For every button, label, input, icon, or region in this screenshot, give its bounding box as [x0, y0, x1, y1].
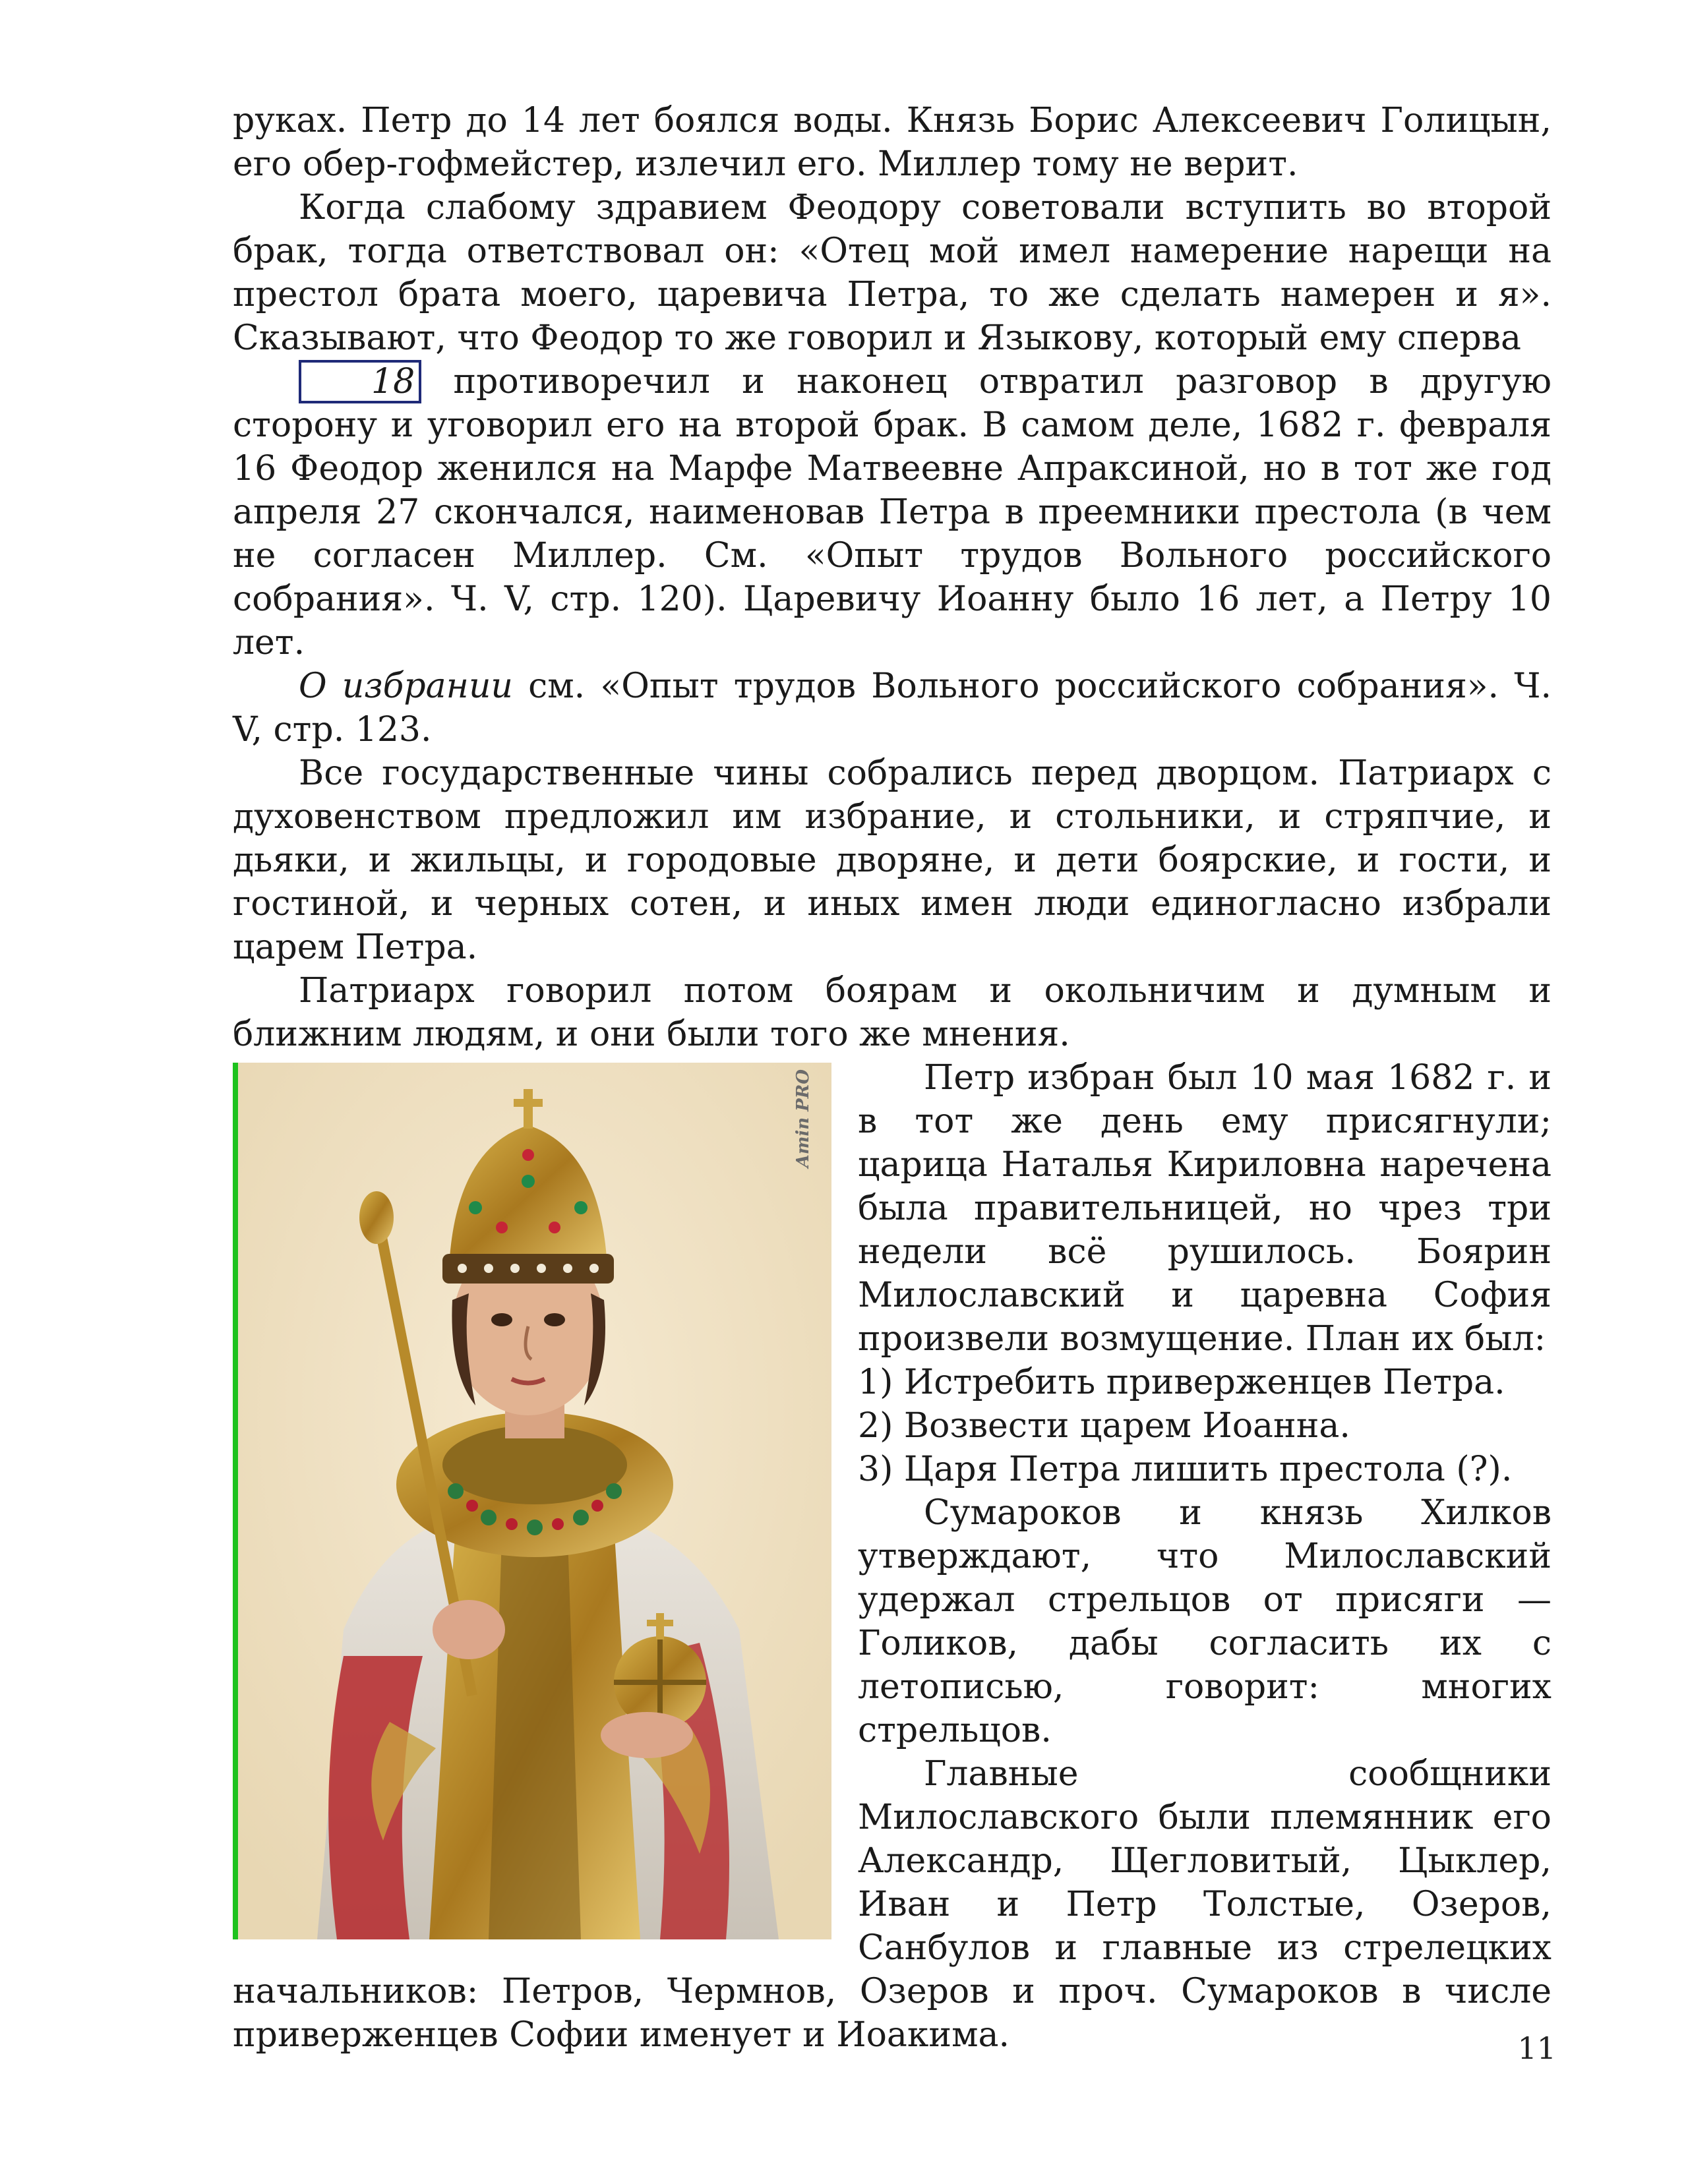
paragraph-1: руках. Петр до 14 лет боялся воды. Князь Борис Алексеевич Голицын, его обер-гофмейстер, излечил его. Миллер тому не верит. — [233, 101, 1552, 184]
plan-item-3: 3) Царя Петра лишить престола (?). — [858, 1450, 1513, 1489]
page-reference-link[interactable]: 18 — [299, 360, 421, 403]
figure-and-text-block — [233, 1056, 1552, 2057]
watermark-text: Amin PRO — [793, 1069, 813, 1168]
page-number: 11 — [1517, 2030, 1556, 2066]
portrait-image — [233, 1063, 831, 1939]
paragraph-8: Сумароков и князь Хилков утверждают, что Милославский удержал стрельцов от присяги — Голиков, дабы согласить их с летописью, говорит: многих стрельцов. — [858, 1493, 1552, 1750]
portrait-icon — [238, 1063, 831, 1939]
paragraph-9: Главные сообщники Милославского были племянник его Александр, Щегловитый, Цыклер, Иван и Петр Толстые, Озеров, Санбулов и главные из стрелецких начальников: Петров, Чермнов, Озеров и проч. Сумароков в числе приверженцев Софии именует и Иоакима. — [233, 1754, 1552, 2055]
paragraph-3-text: противоречил и наконец отвратил разговор в другую сторону и уговорил его на второй брак. В самом деле, 1682 г. февраля 16 Феодор женился на Марфе Матвеевне Апраксиной, но в тот же год апреля 27 скончался, наименовав Петра в преемники престола (в чем не согласен Миллер. См. «Опыт трудов Вольного российского собрания». Ч. V, стр. 120). Царевичу Иоанну было 16 лет, а Петру 10 лет. — [233, 362, 1552, 663]
paragraph-3 — [233, 360, 1552, 664]
text-column — [233, 99, 1552, 2057]
paragraph-4 — [233, 664, 1552, 752]
paragraph-6: Патриарх говорил потом боярам и окольничим и думным и ближним людям, и они были того же мнения. — [233, 971, 1552, 1054]
paragraph-7: Петр избран был 10 мая 1682 г. и в тот же день ему присягнули; царица Наталья Кириловна наречена была правительницей, но чрез три недели всё рушилось. Боярин Милославский и царевна София произвели возмущение. План их был: — [858, 1058, 1552, 1359]
plan-item-1: 1) Истребить приверженцев Петра. — [858, 1363, 1505, 1402]
paragraph-4-italic: О избрании — [299, 666, 513, 706]
paragraph-4-text: см. «Опыт трудов Вольного российского собрания». Ч. V, стр. 123. — [233, 666, 1552, 750]
plan-item-2: 2) Возвести царем Иоанна. — [858, 1406, 1350, 1446]
paragraph-2: Когда слабому здравием Феодору советовали вступить во второй брак, тогда ответствовал он: «Отец мой имел намерение нарещи на престол брата моего, царевича Петра, то же сделать намерен и я». Сказывают, что Феодор то же говорил и Языкову, который ему сперва — [233, 188, 1552, 358]
paragraph-5: Все государственные чины собрались перед дворцом. Патриарх с духовенством предложил им избрание, и стольники, и стряпчие, и дьяки, и жильцы, и городовые дворяне, и дети боярские, и гости, и гостиной, и черных сотен, и иных имен люди единогласно избрали царем Петра. — [233, 753, 1552, 967]
